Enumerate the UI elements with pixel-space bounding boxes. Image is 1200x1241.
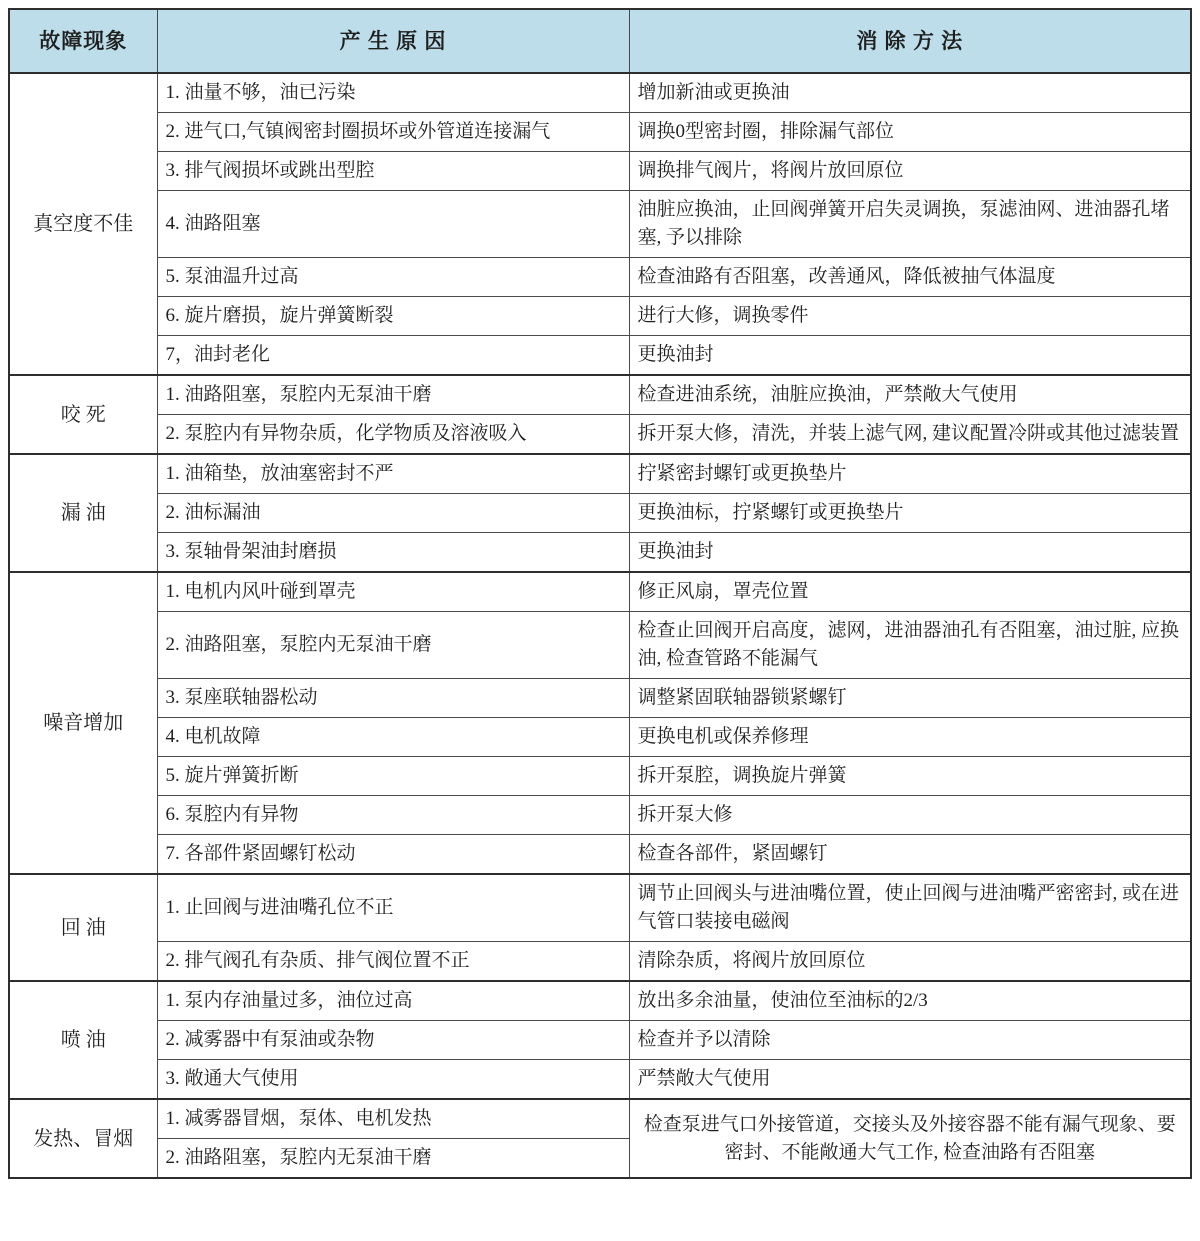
cause-cell: 2. 排气阀孔有杂质、排气阀位置不正 (157, 942, 629, 982)
solution-cell: 更换油封 (629, 336, 1191, 376)
table-row (9, 113, 1191, 152)
fault-cell: 漏 油 (9, 454, 157, 572)
cause-cell: 1. 泵内存油量过多，油位过高 (157, 981, 629, 1021)
table-header (9, 9, 1191, 73)
solution-cell: 更换油标，拧紧螺钉或更换垫片 (629, 494, 1191, 533)
fault-cell: 咬 死 (9, 375, 157, 454)
table-row (9, 297, 1191, 336)
table-row (9, 572, 1191, 612)
fault-cell: 噪音增加 (9, 572, 157, 874)
cause-cell: 2. 油路阻塞，泵腔内无泵油干磨 (157, 1139, 629, 1179)
fault-troubleshooting-table (8, 8, 1192, 1179)
cause-cell: 7，油封老化 (157, 336, 629, 376)
solution-cell: 拆开泵大修 (629, 796, 1191, 835)
solution-cell: 拧紧密封螺钉或更换垫片 (629, 454, 1191, 494)
solution-cell: 调换排气阀片，将阀片放回原位 (629, 152, 1191, 191)
cause-cell: 3. 排气阀损坏或跳出型腔 (157, 152, 629, 191)
table-row (9, 874, 1191, 942)
cause-cell: 6. 泵腔内有异物 (157, 796, 629, 835)
solution-cell: 检查并予以清除 (629, 1021, 1191, 1060)
cause-cell: 4. 电机故障 (157, 718, 629, 757)
table-row (9, 336, 1191, 376)
solution-cell: 检查泵进气口外接管道，交接头及外接容器不能有漏气现象、要密封、不能敞通大气工作, 检查油路有否阻塞 (629, 1099, 1191, 1178)
cause-cell: 6. 旋片磨损，旋片弹簧断裂 (157, 297, 629, 336)
solution-cell: 拆开泵大修，清洗，并装上滤气网, 建议配置冷阱或其他过滤装置 (629, 415, 1191, 455)
cause-cell: 4. 油路阻塞 (157, 191, 629, 258)
header-fix: 消 除 方 法 (629, 9, 1191, 73)
table-row (9, 1021, 1191, 1060)
cause-cell: 1. 油箱垫，放油塞密封不严 (157, 454, 629, 494)
solution-cell: 检查油路有否阻塞，改善通风，降低被抽气体温度 (629, 258, 1191, 297)
table-body (9, 73, 1191, 1178)
cause-cell: 5. 泵油温升过高 (157, 258, 629, 297)
table-row (9, 718, 1191, 757)
table-row (9, 415, 1191, 455)
solution-cell: 增加新油或更换油 (629, 73, 1191, 113)
solution-cell: 调节止回阀头与进油嘴位置，使止回阀与进油嘴严密密封, 或在进气管口装接电磁阀 (629, 874, 1191, 942)
fault-cell: 回 油 (9, 874, 157, 981)
solution-cell: 放出多余油量，使油位至油标的2/3 (629, 981, 1191, 1021)
solution-cell: 清除杂质，将阀片放回原位 (629, 942, 1191, 982)
solution-cell: 检查进油系统，油脏应换油，严禁敞大气使用 (629, 375, 1191, 415)
table-row (9, 533, 1191, 573)
solution-cell: 检查各部件，紧固螺钉 (629, 835, 1191, 875)
solution-cell: 油脏应换油，止回阀弹簧开启失灵调换，泵滤油网、进油器孔堵塞, 予以排除 (629, 191, 1191, 258)
table-row (9, 1060, 1191, 1100)
table-row (9, 1099, 1191, 1139)
table-row (9, 612, 1191, 679)
header-fault: 故障现象 (9, 9, 157, 73)
solution-cell: 调整紧固联轴器锁紧螺钉 (629, 679, 1191, 718)
cause-cell: 1. 油路阻塞，泵腔内无泵油干磨 (157, 375, 629, 415)
solution-cell: 修正风扇，罩壳位置 (629, 572, 1191, 612)
solution-cell: 更换油封 (629, 533, 1191, 573)
header-cause: 产 生 原 因 (157, 9, 629, 73)
cause-cell: 5. 旋片弹簧折断 (157, 757, 629, 796)
cause-cell: 7. 各部件紧固螺钉松动 (157, 835, 629, 875)
cause-cell: 2. 泵腔内有异物杂质，化学物质及溶液吸入 (157, 415, 629, 455)
table-row (9, 679, 1191, 718)
cause-cell: 2. 油路阻塞，泵腔内无泵油干磨 (157, 612, 629, 679)
table-row (9, 454, 1191, 494)
table-row (9, 191, 1191, 258)
cause-cell: 3. 泵座联轴器松动 (157, 679, 629, 718)
table-row (9, 375, 1191, 415)
cause-cell: 2. 进气口,气镇阀密封圈损坏或外管道连接漏气 (157, 113, 629, 152)
table-row (9, 152, 1191, 191)
header-row (9, 9, 1191, 73)
cause-cell: 3. 泵轴骨架油封磨损 (157, 533, 629, 573)
solution-cell: 进行大修，调换零件 (629, 297, 1191, 336)
cause-cell: 1. 电机内风叶碰到罩壳 (157, 572, 629, 612)
solution-cell: 更换电机或保养修理 (629, 718, 1191, 757)
cause-cell: 1. 减雾器冒烟，泵体、电机发热 (157, 1099, 629, 1139)
table-row (9, 73, 1191, 113)
table-row (9, 981, 1191, 1021)
table-row (9, 258, 1191, 297)
table-row (9, 796, 1191, 835)
cause-cell: 2. 油标漏油 (157, 494, 629, 533)
cause-cell: 1. 油量不够，油已污染 (157, 73, 629, 113)
cause-cell: 2. 减雾器中有泵油或杂物 (157, 1021, 629, 1060)
solution-cell: 检查止回阀开启高度，滤网，进油器油孔有否阻塞，油过脏, 应换油, 检查管路不能漏气 (629, 612, 1191, 679)
table-row (9, 494, 1191, 533)
solution-cell: 严禁敞大气使用 (629, 1060, 1191, 1100)
fault-cell: 喷 油 (9, 981, 157, 1099)
solution-cell: 拆开泵腔，调换旋片弹簧 (629, 757, 1191, 796)
table-row (9, 757, 1191, 796)
cause-cell: 1. 止回阀与进油嘴孔位不正 (157, 874, 629, 942)
solution-cell: 调换0型密封圈，排除漏气部位 (629, 113, 1191, 152)
cause-cell: 3. 敞通大气使用 (157, 1060, 629, 1100)
fault-cell: 发热、冒烟 (9, 1099, 157, 1178)
fault-cell: 真空度不佳 (9, 73, 157, 375)
table-row (9, 835, 1191, 875)
table-row (9, 942, 1191, 982)
